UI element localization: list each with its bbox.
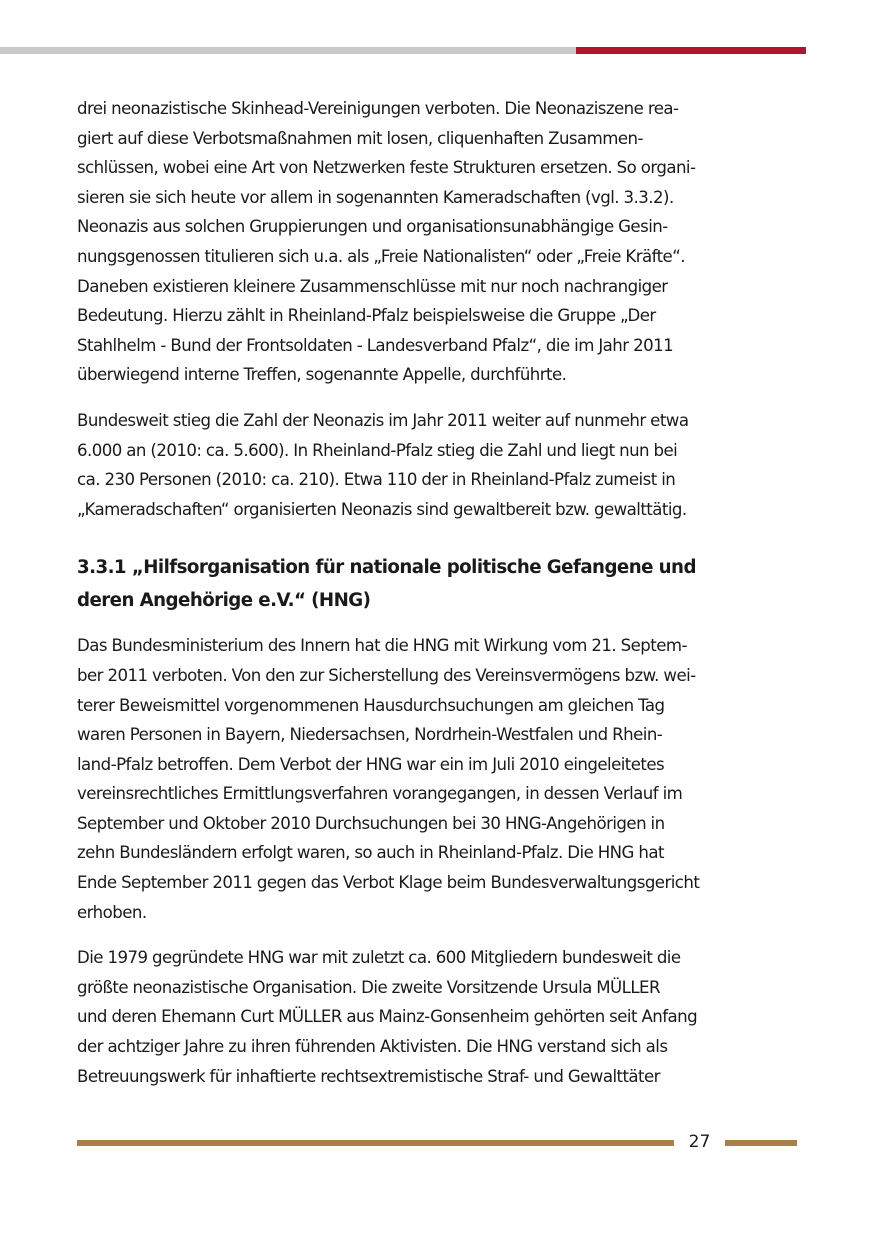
- text-line: schlüssen, wobei eine Art von Netzwerken feste Strukturen ersetzen. So organi-: [77, 158, 696, 178]
- text-line: „Kameradschaften“ organisierten Neonazis sind gewaltbereit bzw. gewalttätig.: [77, 499, 687, 519]
- text-line: nungsgenossen titulieren sich u.a. als „Freie Nationalisten“ oder „Freie Kräfte“.: [77, 246, 685, 266]
- text-line: Die 1979 gegründete HNG war mit zuletzt ca. 600 Mitgliedern bundesweit die: [77, 948, 681, 968]
- text-line: Das Bundesministerium des Innern hat die HNG mit Wirkung vom 21. Septem-: [77, 636, 687, 656]
- text-line: sieren sie sich heute vor allem in sogenannten Kameradschaften (vgl. 3.3.2).: [77, 187, 674, 207]
- text-line: ber 2011 verboten. Von den zur Sicherstellung des Vereinsvermögens bzw. wei-: [77, 665, 696, 685]
- text-line: vereinsrechtliches Ermittlungsverfahren vorangegangen, in dessen Verlauf im: [77, 784, 683, 804]
- text-line: 6.000 an (2010: ca. 5.600). In Rheinland-Pfalz stieg die Zahl und liegt nun bei: [77, 440, 678, 460]
- text-line: zehn Bundesländern erfolgt waren, so auch in Rheinland-Pfalz. Die HNG hat: [77, 843, 664, 863]
- footer-rule-right: [725, 1140, 797, 1146]
- footer-rule-left: [77, 1140, 674, 1146]
- text-line: September und Oktober 2010 Durchsuchungen bei 30 HNG-Angehörigen in: [77, 813, 665, 833]
- text-line: drei neonazistische Skinhead-Vereinigungen verboten. Die Neonaziszene rea-: [77, 99, 679, 118]
- text-line: Neonazis aus solchen Gruppierungen und organisationsunabhängige Gesin-: [77, 217, 668, 237]
- header-rule-gray: [0, 47, 576, 54]
- text-line: Stahlhelm - Bund der Frontsoldaten - Landesverband Pfalz“, die im Jahr 2011: [77, 335, 674, 355]
- section-heading-hng: [77, 552, 799, 617]
- header-rule-accent: [576, 47, 806, 54]
- text-line: größte neonazistische Organisation. Die zweite Vorsitzende Ursula MÜLLER: [77, 977, 660, 997]
- text-line: Ende September 2011 gegen das Verbot Klage beim Bundesverwaltungsgericht: [77, 873, 700, 893]
- text-line: der achtziger Jahre zu ihren führenden Aktivisten. Die HNG verstand sich als: [77, 1037, 668, 1057]
- page-body: [77, 94, 799, 1091]
- page-number: 27: [688, 1132, 711, 1152]
- text-line: waren Personen in Bayern, Niedersachsen, Nordrhein-Westfalen und Rhein-: [77, 725, 663, 745]
- heading-line: 3.3.1 „Hilfsorganisation für nationale politische Gefangene und: [77, 557, 696, 579]
- text-line: und deren Ehemann Curt MÜLLER aus Mainz-Gonsenheim gehörten seit Anfang: [77, 1007, 698, 1027]
- text-line: Daneben existieren kleinere Zusammenschlüsse mit nur noch nachrangiger: [77, 276, 668, 296]
- text-line: Betreuungswerk für inhaftierte rechtsextremistische Straf- und Gewalttäter: [77, 1066, 660, 1086]
- paragraph-hng-history: [77, 943, 799, 1091]
- paragraph-neonazi-numbers: [77, 406, 799, 524]
- text-line: giert auf diese Verbotsmaßnahmen mit losen, cliquenhaften Zusammen-: [77, 128, 643, 148]
- text-line: Bundesweit stieg die Zahl der Neonazis im Jahr 2011 weiter auf nunmehr etwa: [77, 410, 689, 430]
- text-line: Bedeutung. Hierzu zählt in Rheinland-Pfalz beispielsweise die Gruppe „Der: [77, 306, 656, 326]
- paragraph-neonazi-structures: [77, 94, 799, 390]
- text-line: überwiegend interne Treffen, sogenannte Appelle, durchführte.: [77, 365, 567, 385]
- text-line: terer Beweismittel vorgenommenen Hausdurchsuchungen am gleichen Tag: [77, 695, 665, 715]
- heading-line: deren Angehörige e.V.“ (HNG): [77, 589, 371, 611]
- text-line: ca. 230 Personen (2010: ca. 210). Etwa 110 der in Rheinland-Pfalz zumeist in: [77, 470, 676, 490]
- paragraph-hng-ban: [77, 631, 799, 927]
- text-line: erhoben.: [77, 902, 147, 922]
- text-line: land-Pfalz betroffen. Dem Verbot der HNG war ein im Juli 2010 eingeleitetes: [77, 754, 665, 774]
